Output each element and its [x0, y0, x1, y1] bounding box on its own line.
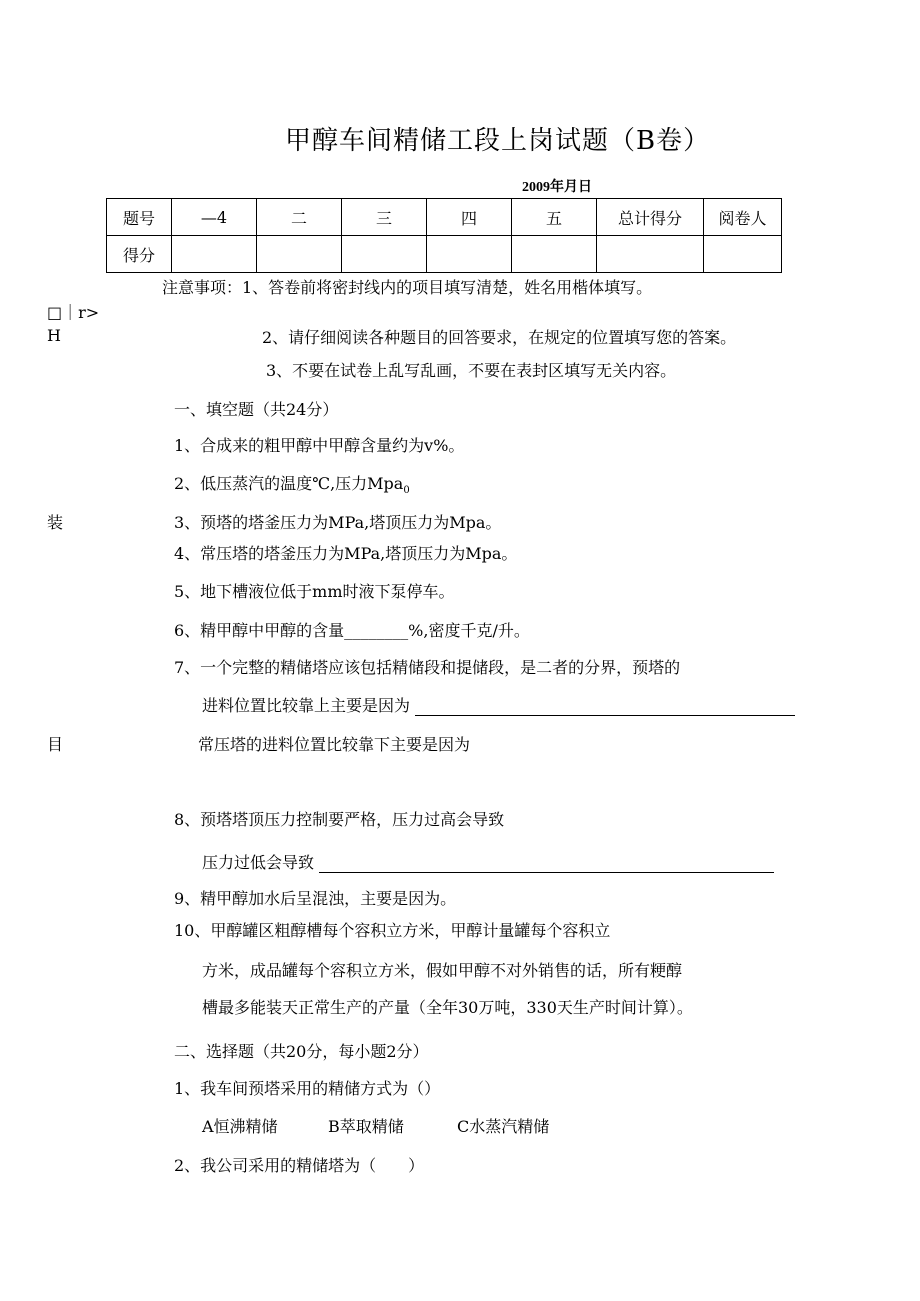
score-cell[interactable]	[427, 236, 512, 273]
score-cell[interactable]	[704, 236, 782, 273]
question-1-1: 1、合成来的粗甲醇中甲醇含量约为v%。	[174, 436, 465, 455]
score-cell[interactable]	[342, 236, 427, 273]
question-2-2: 2、我公司采用的精储塔为（ ）	[174, 1156, 425, 1175]
question-1-5: 5、地下槽液位低于mm时液下泵停车。	[174, 582, 455, 601]
table-header-cell: 五	[512, 199, 597, 236]
question-2-1-option-a[interactable]: A恒沸精储	[202, 1117, 278, 1136]
question-1-10-line2: 方米，成品罐每个容积立方米，假如甲醇不对外销售的话，所有粳醇	[202, 961, 683, 980]
table-header-cell: 阅卷人	[704, 199, 782, 236]
question-1-10-line3: 槽最多能装天正常生产的产量（全年30万吨，330天生产时间计算）。	[202, 998, 693, 1017]
question-1-3: 3、预塔的塔釜压力为MPa,塔顶压力为Mpa。	[174, 513, 502, 532]
question-1-8-line2	[202, 850, 774, 873]
note-2: 2、请仔细阅读各种题目的回答要求，在规定的位置填写您的答案。	[262, 328, 737, 347]
score-table	[106, 198, 782, 273]
answer-blank[interactable]	[319, 854, 774, 873]
score-table-score-row	[107, 236, 782, 273]
score-cell[interactable]	[512, 236, 597, 273]
margin-zhuang: 装	[47, 513, 64, 532]
margin-box-mark: □｜r>	[47, 303, 100, 322]
score-cell[interactable]	[597, 236, 704, 273]
score-table-header-row	[107, 199, 782, 236]
score-cell[interactable]	[257, 236, 342, 273]
question-2-1-option-b[interactable]: B萃取精储	[328, 1117, 404, 1136]
question-1-4: 4、常压塔的塔釜压力为MPa,塔顶压力为Mpa。	[174, 544, 518, 563]
question-2-1: 1、我车间预塔采用的精储方式为（）	[174, 1079, 441, 1098]
page-title: 甲醇车间精储工段上岗试题（B卷）	[285, 126, 711, 156]
question-1-8-line2-text: 压力过低会导致	[202, 853, 315, 872]
question-1-10-line1: 10、甲醇罐区粗醇槽每个容积立方米，甲醇计量罐每个容积立	[174, 921, 611, 940]
section2-heading: 二、选择题（共20分，每小题2分）	[174, 1042, 429, 1061]
answer-blank[interactable]	[415, 697, 795, 716]
question-1-6: 6、精甲醇中甲醇的含量________%,密度千克/升。	[174, 621, 530, 640]
score-cell[interactable]	[172, 236, 257, 273]
table-row-label: 得分	[107, 236, 172, 273]
question-1-8-line1: 8、预塔塔顶压力控制要严格，压力过高会导致	[174, 810, 505, 829]
table-header-cell: 总计得分	[597, 199, 704, 236]
question-1-7-line1: 7、一个完整的精储塔应该包括精储段和提储段，是二者的分界，预塔的	[174, 658, 681, 677]
note-1: 注意事项：1、答卷前将密封线内的项目填写清楚，姓名用楷体填写。	[162, 278, 653, 297]
exam-date: 2009年月日	[522, 180, 592, 195]
table-header-cell: 四	[427, 199, 512, 236]
section1-heading: 一、填空题（共24分）	[174, 400, 339, 419]
question-1-2-subscript: 0	[403, 485, 410, 497]
question-2-1-option-c[interactable]: C水蒸汽精储	[457, 1117, 550, 1136]
question-1-7-line3: 常压塔的进料位置比较靠下主要是因为	[198, 735, 471, 754]
question-1-2	[174, 471, 410, 496]
table-header-cell: 二	[257, 199, 342, 236]
margin-mu: 目	[47, 735, 64, 754]
table-header-cell: 三	[342, 199, 427, 236]
table-header-cell: 题号	[107, 199, 172, 236]
margin-h-mark: H	[47, 326, 61, 345]
table-header-cell: —4	[172, 199, 257, 236]
question-1-7-line2-text: 进料位置比较靠上主要是因为	[202, 696, 411, 715]
note-3: 3、不要在试卷上乱写乱画，不要在表封区填写无关内容。	[266, 361, 677, 380]
question-1-7-line2	[202, 693, 795, 716]
question-1-2-text: 2、低压蒸汽的温度℃,压力Mpa	[174, 474, 404, 493]
question-1-9: 9、精甲醇加水后呈混浊，主要是因为。	[174, 889, 457, 908]
